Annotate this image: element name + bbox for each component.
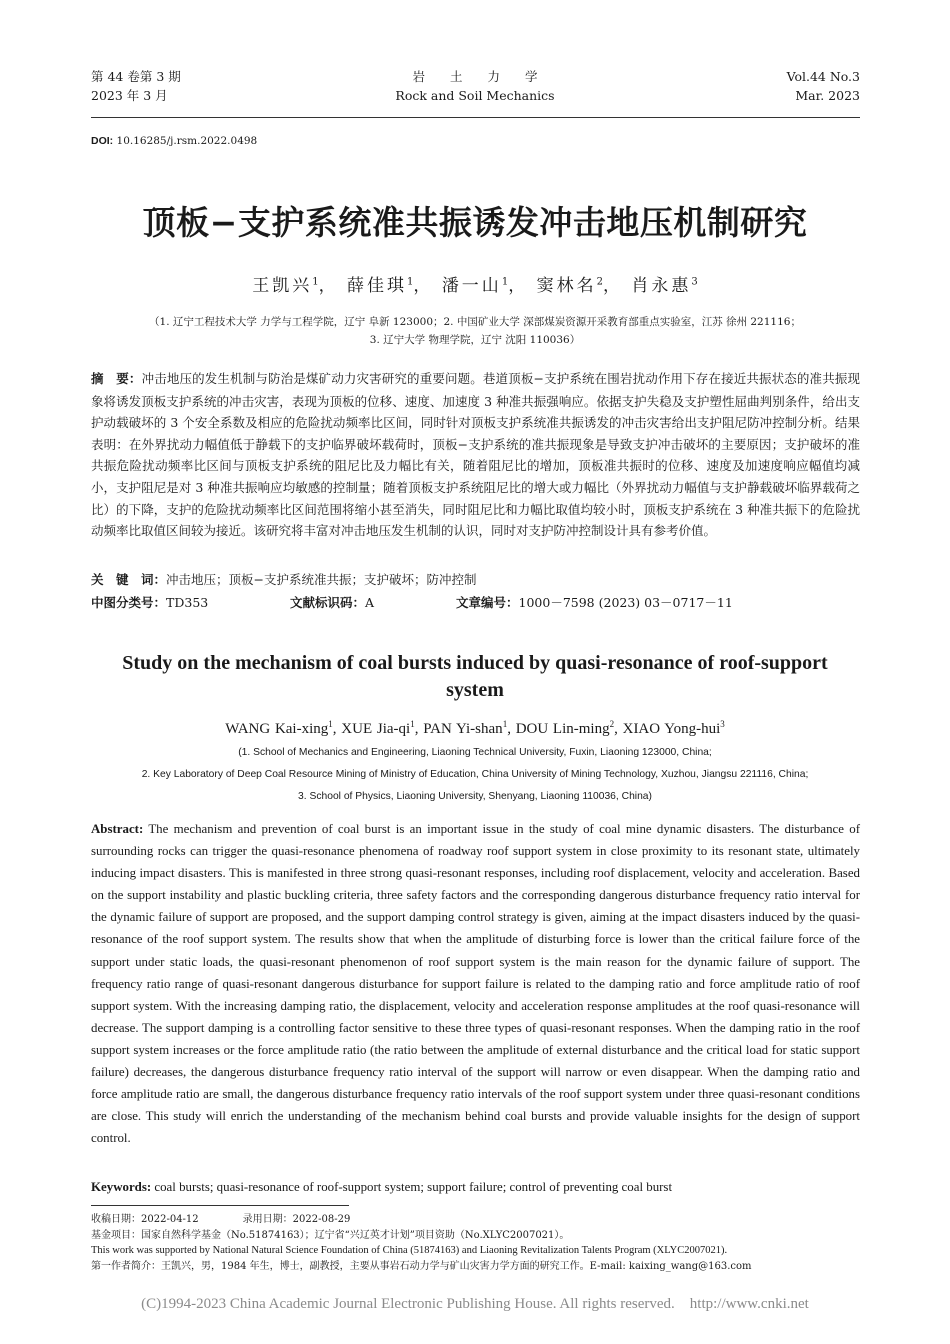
header-divider bbox=[91, 117, 860, 118]
doi-value[interactable]: 10.16285/j.rsm.2022.0498 bbox=[116, 135, 258, 147]
author-en: PAN Yi-shan$^1$, bbox=[423, 719, 516, 737]
author-cn: 肖永惠$^3$ bbox=[631, 276, 698, 296]
header-volume bbox=[787, 67, 860, 105]
doi-line bbox=[91, 135, 257, 147]
fund-en: This work was supported by National Natural Science Foundation of China (51874163) and Liaoning Revitalization Talents Program (XLYC2007021). bbox=[91, 1245, 728, 1256]
abstract-en-label: Abstract: bbox=[91, 822, 144, 836]
doi-label: DOI: bbox=[91, 135, 114, 147]
affiliation-en-line: 3. School of Physics, Liaoning University, Shenyang, Liaoning 110036, China) bbox=[298, 791, 652, 802]
footnotes bbox=[91, 1212, 860, 1274]
affiliation-cn-line: （1. 辽宁工程技术大学 力学与工程学院，辽宁 阜新 123000；2. 中国矿业大学 深部煤炭资源开采教育部重点实验室，江苏 徐州 221116； bbox=[149, 316, 801, 328]
author-en: WANG Kai-xing$^1$, bbox=[225, 719, 342, 737]
author-cn: 薛佳琪$^1$， bbox=[347, 276, 434, 296]
abstract-en-text: The mechanism and prevention of coal burst is an important issue in the study of coal mine dynamic disasters. The disturbance of surrounding rocks can trigger the quasi-resonance phenomena of roadway roof support system in close proximity to its resonant state, ultimately inducing impact disasters. This is manifested in three strong quasi-resonant responses, including roof displacement, velocity and acceleration. Based on the support instability and plastic buckling criteria, three safety factors and the corresponding dangerous disturbance frequency ratio interval for the dynamic failure of support are proposed, and the support damping control strategy is given, aiming at the impact disasters induced by the quasi-resonance of the roof support system. The results show that when the amplitude of disturbing force is lower than the critical failure force of the support under static loads, the quasi-resonant phenomenon of roof support system is the main reason for the dynamic failure of support. The frequency ratio range of quasi-resonant dangerous disturbance for support failure is related to the damping ratio and force amplitude ratio of roof support system. With the increasing damping ratio, the displacement, velocity and acceleration response amplitudes at the roof quasi-resonance will decrease. The support damping is a controlling factor sensitive to these three types of quasi-resonant responses. When the damping ratio in the roof support system increases or the force amplitude ratio (the ratio between the amplitude of external disturbance and the critical load for static support failure) decreases, the dangerous disturbance frequency ratio interval of the support will narrow or even disappear. When the damping ratio and force amplitude ratio are small, the dangerous disturbance frequency ratio intervals of the roof support system under three quasi-resonant conditions are close. This study will enrich the understanding of the mechanism behind coal bursts and provide valuable insights for the design of support control. bbox=[91, 822, 860, 1146]
date-en: Mar. 2023 bbox=[795, 88, 860, 103]
keywords-en bbox=[91, 1176, 860, 1198]
footnote-divider bbox=[91, 1205, 349, 1206]
fund-cn: 基金项目：国家自然科学基金（No.51874163）；辽宁省“兴辽英才计划”项目资助（No.XLYC2007021）。 bbox=[91, 1229, 570, 1241]
affiliations-en bbox=[60, 742, 890, 808]
title-en: Study on the mechanism of coal bursts induced by quasi-resonance of roof-support system bbox=[122, 652, 828, 701]
date-cn: 2023 年 3 月 bbox=[91, 88, 168, 103]
abstract-cn-label: 摘 要： bbox=[91, 372, 142, 386]
abstract-en bbox=[91, 818, 860, 1149]
journal-name-en: Rock and Soil Mechanics bbox=[395, 88, 555, 103]
abstract-cn-text: 冲击地压的发生机制与防治是煤矿动力灾害研究的重要问题。巷道顶板−支护系统在围岩扰动作用下存在接近共振状态的准共振现象将诱发顶板支护系统的冲击灾害，表现为顶板的位移、速度、加速度 3 种准共振强响应。依据支护失稳及支护塑性屈曲判别条件，给出支护动载破坏的 3 个安全系数及相应的危险扰动频率比区间，同时针对顶板支护系统准共振诱发的冲击灾害给出支护阻尼防冲控制分析。结果表明：在外界扰动力幅值低于静载下的支护临界破坏载荷时，顶板−支护系统的准共振现象是导致支护冲击破坏的主要原因；支护破坏的准共振危险扰动频率比区间与顶板支护系统的阻尼比及力幅比有关，随着阻尼比的增加，顶板准共振时的位移、速度及加速度响应幅值均减小，支护阻尼是对 3 种准共振响应均敏感的控制量；随着顶板支护系统阻尼比的增大或力幅比（外界扰动力幅值与支护静载破坏临界载荷之比）的下降，支护的危险扰动频率比区间范围将缩小甚至消失，同时阻尼比和力幅比取值均较小时，顶板支护系统在 3 种准共振下的危险扰动频率比取值区间较为接近。该研究将丰富对冲击地压发生机制的认识，同时对支护防冲控制设计具有参考价值。 bbox=[91, 371, 860, 539]
authors-en bbox=[0, 719, 950, 738]
dates-line bbox=[91, 1212, 860, 1228]
author-cn: 潘一山$^1$， bbox=[441, 276, 529, 296]
accepted-date: 录用日期：2022-08-29 bbox=[242, 1214, 351, 1225]
clc-number: 中图分类号：TD353 bbox=[91, 595, 209, 610]
affiliations-cn bbox=[100, 313, 850, 349]
author-bio: 第一作者简介：王凯兴，男，1984 年生，博士，副教授，主要从事岩石动力学与矿山灾害力学方面的研究工作。E-mail: kaixing_wang@163.com bbox=[91, 1260, 752, 1272]
author-en: XUE Jia-$qi^1$, bbox=[341, 719, 424, 737]
keywords-cn-label: 关 键 词： bbox=[91, 573, 167, 587]
author-en: XIAO Yong-hui$^3$ bbox=[622, 719, 725, 737]
keywords-cn bbox=[91, 570, 860, 590]
keywords-en-label: Keywords: bbox=[91, 1180, 152, 1194]
keywords-en-text: coal bursts; quasi-resonance of roof-support system; support failure; control of preventing coal burst bbox=[154, 1180, 673, 1194]
author-en: DOU Lin-ming$^2$, bbox=[515, 719, 623, 737]
affiliation-cn-line: 3. 辽宁大学 物理学院，辽宁 沈阳 110036） bbox=[369, 334, 581, 346]
volume-en: Vol.44 No.3 bbox=[786, 69, 860, 84]
authors-cn bbox=[0, 271, 950, 296]
author-cn: 王凯兴$^1$， bbox=[252, 276, 339, 296]
article-number: 文章编号：1000－7598 (2023) 03－0717－11 bbox=[456, 595, 733, 610]
received-date: 收稿日期：2022-04-12 bbox=[91, 1214, 199, 1225]
title-cn: 顶板−支护系统准共振诱发冲击地压机制研究 bbox=[142, 203, 808, 242]
journal-name-cn: 岩 土 力 学 bbox=[412, 69, 538, 84]
cnki-watermark: (C)1994-2023 China Academic Journal Electronic Publishing House. All rights reserved. http://www.cnki.net bbox=[141, 1296, 809, 1312]
affiliation-en-line: (1. School of Mechanics and Engineering, Liaoning Technical University, Fuxin, Liaoning 123000, China; bbox=[238, 747, 712, 758]
abstract-cn bbox=[91, 368, 860, 542]
document-code: 文献标识码：A bbox=[290, 595, 375, 610]
affiliation-en-line: 2. Key Laboratory of Deep Coal Resource Mining of Ministry of Education, China University of Mining Technology, Xuzhou, Jiangsu 221116, China; bbox=[141, 769, 809, 780]
keywords-cn-text: 冲击地压；顶板−支护系统准共振；支护破坏；防冲控制 bbox=[166, 572, 477, 587]
issue-cn: 第 44 卷第 3 期 bbox=[91, 69, 181, 84]
author-cn: 窦林名$^2$， bbox=[536, 276, 623, 296]
